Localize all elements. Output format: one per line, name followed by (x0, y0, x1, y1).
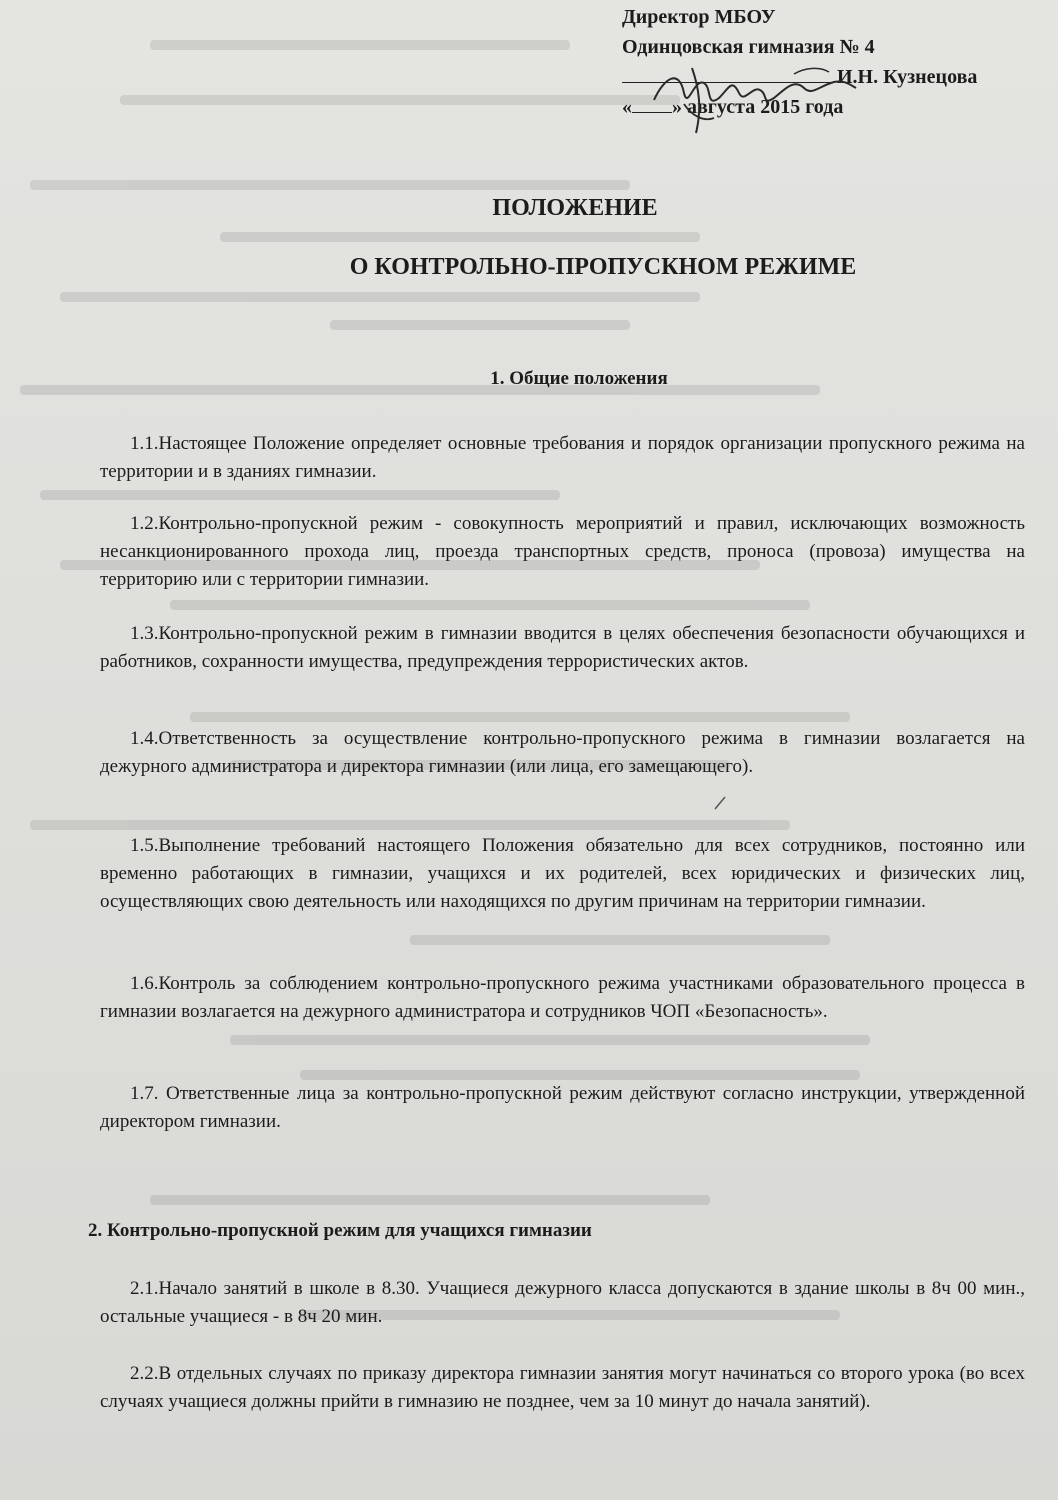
paragraph-1-2: 1.2.Контрольно-пропускной режим - совокупность мероприятий и правил, исключающих возможность несанкционированного прохода лиц, проезда транспортных средств, проноса (провоза) имущества на территорию или с территории гимназии. (100, 513, 1025, 590)
approval-director-name: И.Н. Кузнецова (837, 66, 978, 88)
approval-position: Директор МБОУ (622, 6, 776, 28)
approval-date-text: » августа 2015 года (672, 96, 844, 118)
pen-mark (713, 795, 727, 811)
handwritten-signature (644, 38, 864, 138)
paragraph-1-4: 1.4.Ответственность за осуществление контрольно-пропускного режима в гимназии возлагается на дежурного администратора и директора гимназии (или лица, его замещающего). (100, 728, 1025, 777)
paragraph-1-3: 1.3.Контрольно-пропускной режим в гимназии вводится в целях обеспечения безопасности обучающихся и работников, сохранности имущества, предупреждения террористических актов. (100, 623, 1025, 672)
paragraph-1-1: 1.1.Настоящее Положение определяет основные требования и порядок организации пропускного режима на территории и в зданиях гимназии. (100, 433, 1025, 482)
approval-block (622, 2, 1022, 122)
section-heading-1: 1. Общие положения (490, 368, 668, 389)
document-title: ПОЛОЖЕНИЕ (492, 195, 658, 221)
paragraph-1-5: 1.5.Выполнение требований настоящего Положения обязательно для всех сотрудников, постоянно или временно работающих в гимназии, учащихся и их родителей, всех юридических и физических лиц, осуществляющих свою деятельность или находящихся по другим причинам на территории гимназии. (100, 835, 1025, 912)
paragraph-1-7: 1.7. Ответственные лица за контрольно-пропускной режим действуют согласно инструкции, утвержденной директором гимназии. (100, 1083, 1025, 1132)
approval-date-open-quote: « (622, 96, 632, 118)
paragraph-2-2: 2.2.В отдельных случаях по приказу директора гимназии занятия могут начинаться со второго урока (во всех случаях учащиеся должны прийти в гимназию не позднее, чем за 10 минут до начала занятий). (100, 1363, 1025, 1412)
paragraph-1-6: 1.6.Контроль за соблюдением контрольно-пропускного режима участниками образовательного процесса в гимназии возлагается на дежурного администратора и сотрудников ЧОП «Безопасность». (100, 973, 1025, 1022)
approval-organization: Одинцовская гимназия № 4 (622, 36, 875, 58)
paragraph-2-1: 2.1.Начало занятий в школе в 8.30. Учащиеся дежурного класса допускаются в здание школы в 8ч 00 мин., остальные учащиеся - в 8ч 20 мин. (100, 1278, 1025, 1327)
section-heading-2: 2. Контрольно-пропускной режим для учащихся гимназии (88, 1220, 592, 1241)
document-subtitle: О КОНТРОЛЬНО-ПРОПУСКНОМ РЕЖИМЕ (349, 254, 857, 280)
